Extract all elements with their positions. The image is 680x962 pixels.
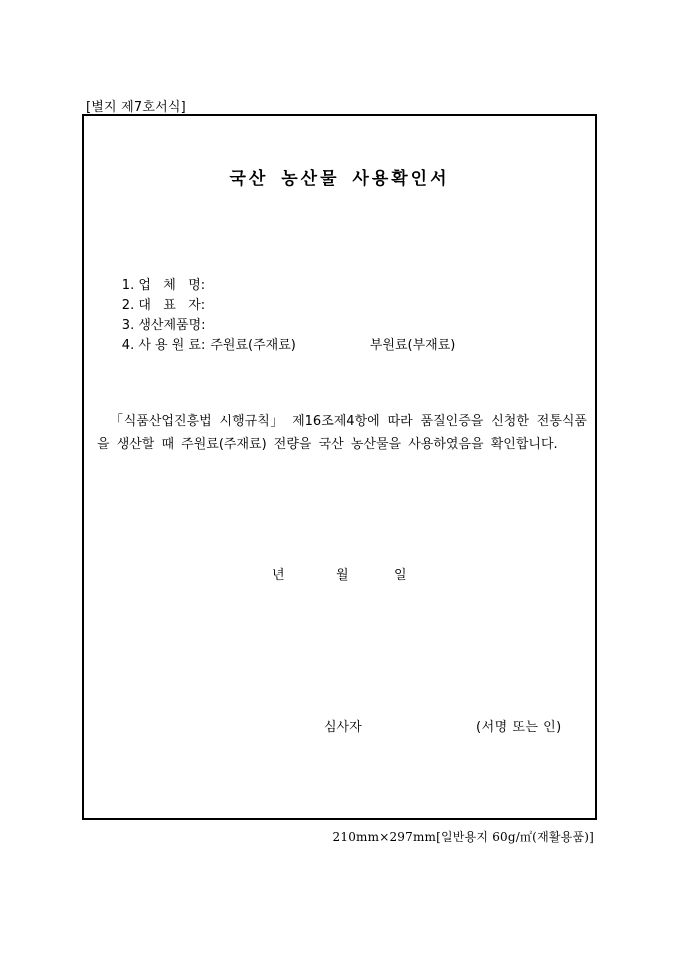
examiner-label: 심사자 (324, 720, 362, 735)
date-month-label: 월 (336, 568, 349, 583)
signature-line (324, 716, 562, 735)
field-product-label: 3. 생산제품명: (121, 318, 206, 333)
field-company-label: 1. 업 체 명: (121, 278, 206, 293)
date-day-label: 일 (394, 568, 407, 583)
field-material-label: 4. 사 용 원 료: (121, 338, 206, 353)
date-year-label: 년 (272, 568, 285, 583)
main-material-label: 주원료(주재료) (210, 338, 296, 353)
document-title: 국산 농산물 사용확인서 (229, 169, 450, 189)
confirmation-statement: 「식품산업진흥법 시행규칙」 제16조제4항에 따라 품질인증을 신청한 전통식품을 생산할 때 주원료(주재료) 전량을 국산 농산물을 사용하였음을 확인합니다. (97, 414, 587, 452)
form-box (82, 114, 597, 820)
sub-material-label: 부원료(부재료) (369, 338, 456, 353)
signature-note: (서명 또는 인) (476, 720, 562, 735)
form-number: [별지 제7호서식] (86, 100, 186, 115)
field-company (97, 256, 455, 293)
field-representative-label: 2. 대 표 자: (121, 298, 206, 313)
field-list (97, 256, 456, 353)
paper-spec: 210mm×297mm[일반용지 60g/㎡(재활용품)] (332, 830, 594, 844)
date-line (272, 564, 407, 583)
